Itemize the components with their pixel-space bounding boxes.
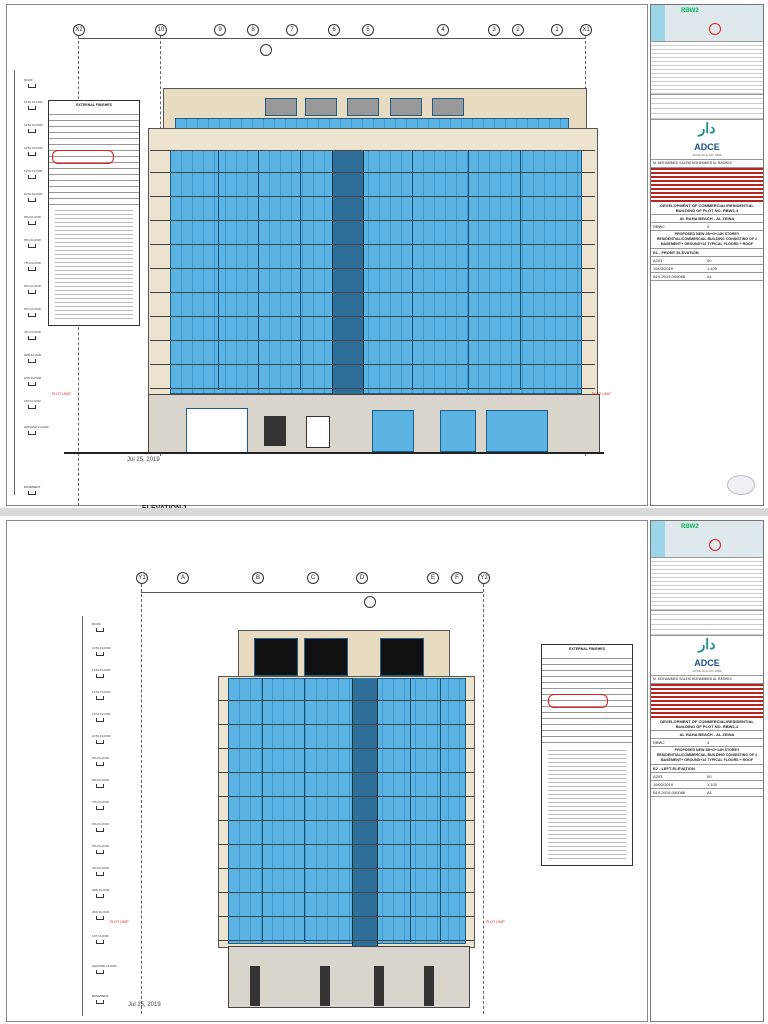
revision-number: 00 <box>707 774 712 779</box>
shopfront <box>186 408 248 454</box>
drawing-sheet-front <box>0 0 768 508</box>
level-marker-icon <box>28 175 36 179</box>
roof-opening <box>254 638 298 676</box>
dimension-line <box>141 592 483 593</box>
adce-file-number: ADCE FILE NO. 2686 <box>651 668 763 676</box>
revision-table <box>651 611 763 636</box>
client-logo <box>651 684 763 718</box>
roof-louver <box>390 98 422 116</box>
plot-sub-number: 4 <box>707 224 710 229</box>
grid-bubble: 1 <box>551 24 563 36</box>
level-marker-icon <box>96 740 104 744</box>
level-label: 1ST FLOOR <box>24 399 41 403</box>
north-arrow-icon <box>260 44 272 56</box>
sheet-size: A1 <box>707 790 712 795</box>
general-notes-block <box>651 558 763 611</box>
client-logo <box>651 168 763 202</box>
level-label: 4TH FLOOR <box>92 866 109 870</box>
revision-number: 00 <box>707 258 712 263</box>
key-plan-tag: RBW2 <box>681 524 699 530</box>
drawing-title: E2 - LEFT ELEVATION <box>651 765 763 773</box>
legend-title: EXTERNAL FINISHES <box>569 647 605 651</box>
sheet-separator <box>0 508 768 516</box>
general-notes-block <box>651 42 763 95</box>
sheet-size: A1 <box>707 274 712 279</box>
level-marker-icon <box>28 221 36 225</box>
level-label: 13TH FLOOR <box>24 123 43 127</box>
level-axis <box>14 70 15 495</box>
project-description: PROPOSED NEW 2B+G+14H STOREY RESIDENTIAL/COMMERCIAL BUILDING CONSISTING OF 2 BASEMENT+ GROUND+14 TYPICAL FLOORS + ROOF <box>651 747 763 765</box>
level-marker-icon <box>28 152 36 156</box>
redline-highlight <box>548 694 608 708</box>
level-marker-icon <box>96 784 104 788</box>
level-label: 12TH FLOOR <box>92 690 111 694</box>
level-marker-icon <box>28 267 36 271</box>
project-description: PROPOSED NEW 2B+G+14H STOREY RESIDENTIAL/COMMERCIAL BUILDING CONSISTING OF 2 BASEMENT+ GROUND+14 TYPICAL FLOORS + ROOF <box>651 231 763 249</box>
dar-logo: دار <box>698 636 716 652</box>
grid-bubble: X2 <box>73 24 85 36</box>
date-stamp: Jul 25, 2019 <box>127 457 160 463</box>
drawing-title: E1 - FRONT ELEVATION <box>651 249 763 257</box>
grid-bubble: 8 <box>247 24 259 36</box>
level-marker-icon <box>96 718 104 722</box>
plot-number: RBW2 <box>653 224 665 229</box>
project-title: DEVELOPMENT OF COMMERCIAL/RESIDENTIAL BUILDING OF PLOT NO. RBW2-4 <box>651 718 763 731</box>
drawing-date: 19/03/2019 <box>653 266 674 271</box>
level-label: 7TH FLOOR <box>24 261 41 265</box>
drawing-scale: 1:100 <box>707 266 718 271</box>
grid-bubble: 5 <box>362 24 374 36</box>
general-notes-text <box>55 209 133 319</box>
level-marker-icon <box>28 290 36 294</box>
project-location: AL RAHA BEACH - AL ZEINA <box>651 215 763 223</box>
grid-bubble: Y1 <box>136 572 148 584</box>
project-title: DEVELOPMENT OF COMMERCIAL/RESIDENTIAL BUILDING OF PLOT NO. RBW2-4 <box>651 202 763 215</box>
adce-logo: ADCE <box>694 142 720 152</box>
level-label: ROOF <box>92 622 101 626</box>
level-label: 14TH FLOOR <box>92 646 111 650</box>
plot-location-marker <box>709 539 721 551</box>
entrance-door <box>306 416 330 448</box>
roof-opening <box>304 638 348 676</box>
dimension-line <box>78 38 586 39</box>
plot-limit-label: PLOT LIMIT <box>52 392 71 396</box>
level-label: 14TH FLOOR <box>24 100 43 104</box>
level-label: 10TH FLOOR <box>92 734 111 738</box>
grid-bubble: A <box>177 572 189 584</box>
level-label: 6TH FLOOR <box>24 284 41 288</box>
roof-louver <box>432 98 464 116</box>
owner-name: M. MOHAMMED SALEM MOHAMMED AL RASHIDI <box>651 160 763 168</box>
level-marker-icon <box>28 405 36 409</box>
level-label: 2ND FLOOR <box>92 910 110 914</box>
grid-bubble: Y2 <box>478 572 490 584</box>
level-marker-icon <box>28 491 36 495</box>
roof-louver <box>347 98 379 116</box>
shopfront-glazing <box>372 410 414 452</box>
level-marker-icon <box>96 696 104 700</box>
level-label: 4TH FLOOR <box>24 330 41 334</box>
roof-louver <box>265 98 297 116</box>
grid-bubble: 10 <box>155 24 167 36</box>
level-label: 7TH FLOOR <box>92 800 109 804</box>
level-marker-icon <box>28 244 36 248</box>
external-finishes-legend <box>541 644 633 866</box>
project-number: B19-2019-000068 <box>653 790 686 795</box>
plot-limit-label: PLOT LIMIT <box>486 920 505 924</box>
level-marker-icon <box>96 806 104 810</box>
owner-name: M. MOHAMMED SALEM MOHAMMED AL RASHIDI <box>651 676 763 684</box>
roof-opening <box>380 638 424 676</box>
grid-bubble: 3 <box>488 24 500 36</box>
grid-bubble: 6 <box>328 24 340 36</box>
adce-logo: ADCE <box>694 658 720 668</box>
level-marker-icon <box>96 894 104 898</box>
level-marker-icon <box>96 940 104 944</box>
level-label: BASEMENT <box>92 994 109 998</box>
level-marker-icon <box>28 84 36 88</box>
plot-number: RBW2 <box>653 740 665 745</box>
level-label: 6TH FLOOR <box>92 822 109 826</box>
level-label: 11TH FLOOR <box>92 712 111 716</box>
level-marker-icon <box>28 106 36 110</box>
level-marker-icon <box>28 313 36 317</box>
north-arrow-icon <box>364 596 376 608</box>
grid-bubble: F <box>451 572 463 584</box>
level-marker-icon <box>96 850 104 854</box>
grid-line <box>141 584 142 1014</box>
grid-bubble: X1 <box>580 24 592 36</box>
revision-table <box>651 95 763 120</box>
general-notes-text <box>548 747 626 859</box>
project-location: AL RAHA BEACH - AL ZEINA <box>651 731 763 739</box>
level-label: 8TH FLOOR <box>24 238 41 242</box>
plot-sub-number: 4 <box>707 740 710 745</box>
adce-file-number: ADCE FILE NO. 2686 <box>651 152 763 160</box>
level-label: ROOF <box>24 78 33 82</box>
entrance-door <box>320 966 330 1006</box>
level-marker-icon <box>96 652 104 656</box>
grid-bubble: D <box>356 572 368 584</box>
key-plan-tag: RBW2 <box>681 8 699 14</box>
level-label: BASEMENT <box>24 485 41 489</box>
level-label: 9TH FLOOR <box>24 215 41 219</box>
plot-location-marker <box>709 23 721 35</box>
entrance-door <box>424 966 434 1006</box>
drawing-date: 19/03/2019 <box>653 782 674 787</box>
title-block <box>650 4 764 506</box>
plot-limit-label: PLOT LIMIT <box>110 920 129 924</box>
level-label: 3RD FLOOR <box>92 888 110 892</box>
level-marker-icon <box>28 129 36 133</box>
legend-title: EXTERNAL FINISHES <box>76 103 112 107</box>
level-label: 5TH FLOOR <box>92 844 109 848</box>
level-label: 8TH FLOOR <box>92 778 109 782</box>
plot-limit-label: PLOT LIMIT <box>592 392 611 396</box>
dar-logo: دار <box>698 120 716 136</box>
grid-bubble: 9 <box>214 24 226 36</box>
level-marker-icon <box>96 916 104 920</box>
shopfront-glazing <box>486 410 548 452</box>
entrance-door <box>250 966 260 1006</box>
level-label: 10TH FLOOR <box>24 192 43 196</box>
level-label: 3RD FLOOR <box>24 353 42 357</box>
grid-bubble: B <box>252 572 264 584</box>
drawing-scale: 1:100 <box>707 782 718 787</box>
level-marker-icon <box>96 762 104 766</box>
grid-bubble: 2 <box>512 24 524 36</box>
level-label: 13TH FLOOR <box>92 668 111 672</box>
curtain-wall-glazing <box>228 678 466 944</box>
date-stamp: Jul 25, 2019 <box>128 1002 161 1008</box>
level-axis <box>82 616 83 1016</box>
roof-louver <box>305 98 337 116</box>
project-number: B19-2019-000068 <box>653 274 686 279</box>
level-marker-icon <box>96 970 104 974</box>
entrance-door <box>264 416 286 446</box>
level-marker-icon <box>96 674 104 678</box>
level-marker-icon <box>96 1000 104 1004</box>
level-marker-icon <box>28 198 36 202</box>
title-block <box>650 520 764 1022</box>
grid-line <box>483 584 484 1014</box>
level-marker-icon <box>96 872 104 876</box>
level-marker-icon <box>96 628 104 632</box>
level-label: 9TH FLOOR <box>92 756 109 760</box>
approval-stamp <box>727 475 755 495</box>
level-marker-icon <box>28 431 36 435</box>
vertical-core-glazing <box>332 150 364 400</box>
level-label: GROUND FLOOR <box>24 425 49 429</box>
level-marker-icon <box>28 359 36 363</box>
drawing-number: A203 <box>653 774 663 779</box>
key-plan-map <box>651 5 763 42</box>
grid-bubble: 4 <box>437 24 449 36</box>
drawing-number: A203 <box>653 258 663 263</box>
key-plan-map <box>651 521 763 558</box>
level-label: 1ST FLOOR <box>92 934 109 938</box>
level-label: 5TH FLOOR <box>24 307 41 311</box>
grid-bubble: E <box>427 572 439 584</box>
ground-line <box>64 452 604 454</box>
level-marker-icon <box>28 382 36 386</box>
drawing-sheet-left <box>0 516 768 1024</box>
grid-bubble: 7 <box>286 24 298 36</box>
entrance-door <box>374 966 384 1006</box>
grid-bubble: C <box>307 572 319 584</box>
level-marker-icon <box>28 336 36 340</box>
external-finishes-legend <box>48 100 140 326</box>
level-label: 11TH FLOOR <box>24 169 43 173</box>
redline-highlight <box>52 150 114 164</box>
level-label: 12TH FLOOR <box>24 146 43 150</box>
level-label: 2ND FLOOR <box>24 376 42 380</box>
shopfront-glazing <box>440 410 476 452</box>
level-marker-icon <box>96 828 104 832</box>
level-label: GROUND FLOOR <box>92 964 117 968</box>
